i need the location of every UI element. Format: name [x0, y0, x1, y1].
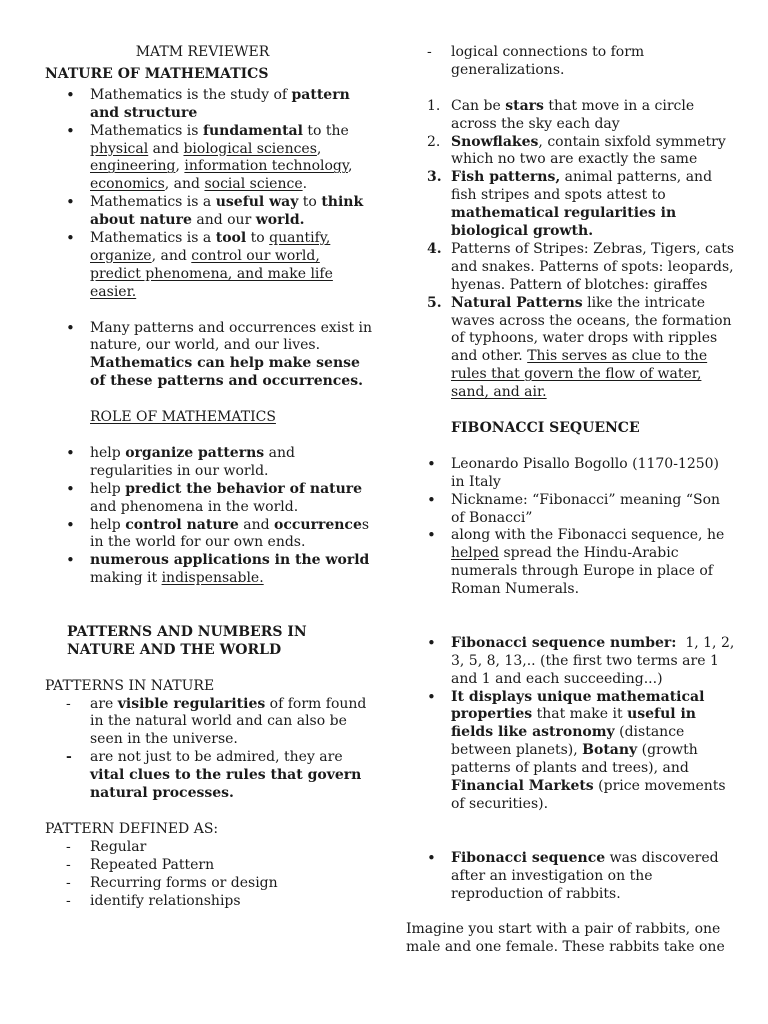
bullet-icon [427, 527, 447, 546]
numbered-item: 1. Can be stars that move in a circle across the sky each day [427, 97, 695, 132]
document-title: MATM REVIEWER [135, 44, 270, 60]
bullet-icon [427, 456, 447, 475]
list-item: • numerous applications in the world making it indispensable. [45, 552, 375, 588]
pattern-defined-heading: PATTERN DEFINED AS: [45, 820, 219, 837]
numbered-item: 5. Natural Patterns like the intricate waves across the oceans, the formation of typhoons, water drops with ripples and other. This serves as clue to the rules that govern the flow of water, sand, and air. [427, 294, 732, 401]
bullet-icon [66, 445, 86, 464]
list-item: • Mathematics is a useful way to think about nature and our world. [45, 194, 375, 230]
list-item: • Leonardo Pisallo Bogollo (1170-1250) in Italy [406, 456, 736, 492]
role-heading: ROLE OF MATHEMATICS [90, 409, 276, 426]
list-item: - logical connections to form generalizations. [427, 44, 645, 78]
bullet-icon [427, 492, 447, 511]
list-item: • help control nature and occurrences in the world for our own ends. [45, 517, 375, 553]
list-item: • Mathematics is fundamental to the physical and biological sciences, engineering, information technology, economics, and social science. [45, 123, 375, 195]
list-item: - Recurring forms or design [66, 874, 278, 891]
bullet-icon [66, 123, 86, 142]
list-item: - identify relationships [66, 892, 241, 909]
bullet-icon [66, 517, 86, 536]
fibonacci-heading: FIBONACCI SEQUENCE [451, 420, 640, 436]
list-item: • Fibonacci sequence number: 1, 1, 2, 3, 5, 8, 13,.. (the first two terms are 1 and 1 and each succeeding...) [406, 635, 736, 689]
list-item: • Many patterns and occurrences exist in nature, our world, and our lives. Mathematics can help make sense of these patterns and occurrences. [45, 320, 375, 392]
list-item: • help predict the behavior of nature and phenomena in the world. [45, 481, 375, 517]
left-column [45, 44, 375, 910]
bullet-icon [427, 850, 447, 869]
bullet-icon [66, 320, 86, 339]
section-heading-patterns: PATTERNS AND NUMBERS IN NATURE AND THE WORLD [67, 623, 307, 658]
rabbit-paragraph: Imagine you start with a pair of rabbits, one male and one female. These rabbits take one [406, 921, 725, 956]
list-item: • Mathematics is the study of pattern and structure [45, 87, 375, 123]
list-item: • Fibonacci sequence was discovered after an investigation on the reproduction of rabbits. [406, 850, 736, 904]
list-item: - Regular [66, 838, 147, 855]
bullet-icon [66, 194, 86, 213]
list-item: • Nickname: “Fibonacci” meaning “Son of Bonacci” [406, 492, 736, 528]
list-item: - Repeated Pattern [66, 856, 215, 873]
list-item: - are visible regularities of form found in the natural world and can also be seen in the universe. [66, 695, 367, 748]
numbered-item: 2. Snowflakes, contain sixfold symmetry which no two are exactly the same [427, 133, 726, 168]
patterns-in-nature-heading: PATTERNS IN NATURE [45, 677, 215, 694]
list-item: • along with the Fibonacci sequence, he helped spread the Hindu-Arabic numerals through Europe in place of Roman Numerals. [406, 527, 736, 599]
bullet-icon [66, 87, 86, 106]
bullet-icon [66, 552, 86, 571]
list-item: • help organize patterns and regularities in our world. [45, 445, 375, 481]
list-item: - are not just to be admired, they are vital clues to the rules that govern natural processes. [66, 749, 362, 802]
numbered-item: 3. Fish patterns, animal patterns, and fish stripes and spots attest to mathematical regularities in biological growth. [427, 169, 713, 240]
bullet-icon [66, 481, 86, 500]
bullet-icon [427, 635, 447, 654]
list-item: • It displays unique mathematical properties that make it useful in fields like astronomy (distance between planets), Botany (growth patterns of plants and trees), and Financial Markets (price movements of securities). [406, 689, 736, 814]
section-heading-nature: NATURE OF MATHEMATICS [45, 65, 269, 82]
right-column [406, 44, 739, 957]
bullet-icon [427, 689, 447, 708]
bullet-icon [66, 230, 86, 249]
numbered-item: 4. Patterns of Stripes: Zebras, Tigers, cats and snakes. Patterns of spots: leopards, hyenas. Pattern of blotches: giraffes [427, 240, 735, 293]
list-item: • Mathematics is a tool to quantify, organize, and control our world, predict phenomena, and make life easier. [45, 230, 375, 302]
